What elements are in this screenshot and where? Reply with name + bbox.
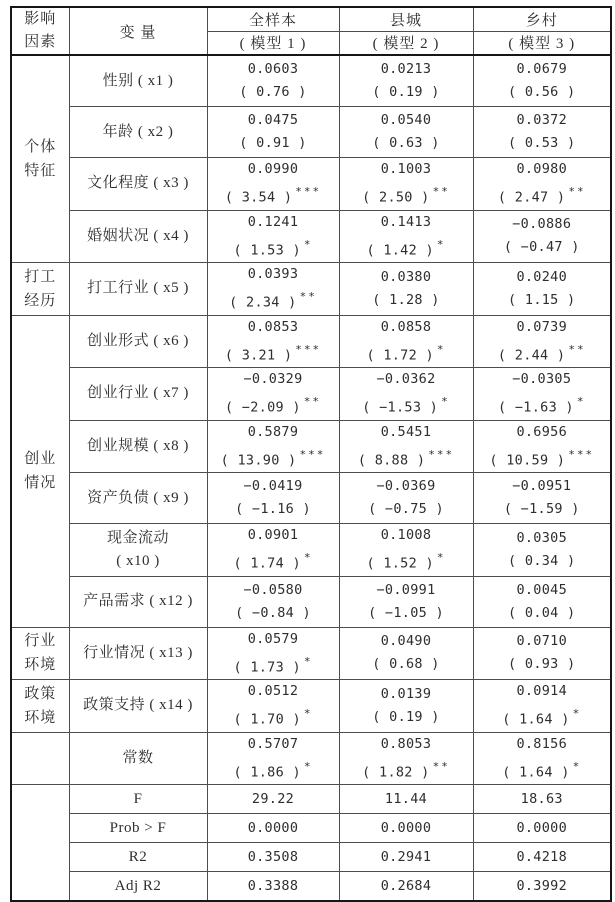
group-cell xyxy=(11,55,69,263)
variable-cell xyxy=(69,420,207,473)
header-factor-line2: 因素 xyxy=(24,34,57,50)
t-value: ( 0.76 ) xyxy=(239,84,307,100)
t-value: ( 1.70 ) * xyxy=(233,707,313,728)
estimate-cell xyxy=(339,158,473,211)
coefficient-value: −0.0580 xyxy=(243,581,303,598)
estimate-cell xyxy=(473,158,611,211)
estimate-cell xyxy=(207,315,339,368)
statistic-value: 11.44 xyxy=(384,790,428,807)
t-value: ( 0.63 ) xyxy=(372,135,440,151)
coefficient-value: −0.0362 xyxy=(376,371,436,387)
estimate-cell xyxy=(473,315,611,368)
significance-stars: ** xyxy=(568,342,586,356)
estimate-cell xyxy=(473,263,611,316)
estimate-cell xyxy=(473,420,611,473)
coefficient-value: 0.1008 xyxy=(380,527,432,543)
t-value: ( 1.72 ) * xyxy=(366,342,446,363)
coefficient-value: 0.0045 xyxy=(516,581,568,598)
coefficient-value: 0.5879 xyxy=(247,423,299,440)
variable-label-line: 政策支持 ( x14 ) xyxy=(83,697,193,714)
coefficient-value: 0.0901 xyxy=(247,527,299,543)
significance-stars: ** xyxy=(568,185,586,198)
estimate-cell xyxy=(207,627,339,680)
estimate-cell xyxy=(207,263,339,316)
t-value: ( 1.15 ) xyxy=(508,291,576,308)
t-value: ( 1.82 ) ** xyxy=(362,759,450,780)
coefficient-value: 0.0914 xyxy=(516,683,568,699)
significance-stars: * xyxy=(572,707,582,720)
significance-stars: * xyxy=(436,237,446,251)
t-value: ( −1.16 ) xyxy=(235,501,311,517)
statistic-value: 29.22 xyxy=(251,790,295,807)
table-row xyxy=(11,473,611,524)
significance-stars: * xyxy=(303,759,313,773)
coefficient-value: 0.0380 xyxy=(380,268,432,285)
group-label-line: 行业 xyxy=(24,633,57,650)
estimate-cell xyxy=(473,210,611,263)
significance-stars: ** xyxy=(303,395,322,408)
coefficient-value: 0.0305 xyxy=(516,529,568,546)
t-value: ( −0.47 ) xyxy=(503,239,580,256)
coefficient-value: −0.0886 xyxy=(512,216,572,233)
coefficient-value: −0.0369 xyxy=(376,478,436,494)
statistic-value: 0.0000 xyxy=(516,819,568,836)
coefficient-value: 0.5707 xyxy=(247,735,299,752)
t-value: ( 1.86 ) * xyxy=(233,759,313,780)
group-cell xyxy=(11,263,69,316)
coefficient-value: −0.0419 xyxy=(243,478,303,494)
table-row xyxy=(11,210,611,263)
estimate-cell xyxy=(339,107,473,158)
coefficient-value: 0.8156 xyxy=(516,735,568,752)
variable-label-line: 创业形式 ( x6 ) xyxy=(87,332,189,349)
estimate-cell xyxy=(339,576,473,627)
significance-stars: * xyxy=(436,342,446,356)
group-label-line: 政策 xyxy=(24,685,57,702)
t-value: ( 3.54 ) *** xyxy=(224,185,322,206)
t-value: ( 0.93 ) xyxy=(508,656,576,673)
group-label-line: 打工 xyxy=(24,268,57,285)
variable-label-line: Prob > F xyxy=(109,819,167,836)
statistic-value: 0.2941 xyxy=(380,848,432,865)
variable-cell xyxy=(69,627,207,680)
table-row xyxy=(11,680,611,733)
group-cell xyxy=(11,680,69,733)
coefficient-value: 0.0710 xyxy=(516,633,568,650)
coefficient-value: −0.0329 xyxy=(243,371,303,387)
t-value: ( 2.50 ) ** xyxy=(362,185,450,206)
variable-label-line: 年龄 ( x2 ) xyxy=(102,123,174,140)
variable-label-line: Adj R2 xyxy=(114,877,162,894)
variable-cell xyxy=(69,872,207,902)
t-value: ( 0.68 ) xyxy=(372,656,440,673)
t-value: ( 2.47 ) ** xyxy=(497,185,586,206)
group-label-line: 环境 xyxy=(24,657,57,674)
coefficient-value: 0.1413 xyxy=(380,213,432,230)
variable-cell xyxy=(69,158,207,211)
variable-cell xyxy=(69,576,207,627)
group-label-line: 创业 xyxy=(24,451,57,467)
t-value: ( 1.28 ) xyxy=(372,291,440,308)
group-label-line: 环境 xyxy=(24,709,57,726)
table-row xyxy=(11,368,611,421)
variable-label-line: 行业情况 ( x13 ) xyxy=(83,644,193,661)
statistic-cell xyxy=(473,814,611,843)
significance-stars: *** xyxy=(295,185,322,198)
coefficient-value: 0.0512 xyxy=(247,683,299,699)
statistic-cell xyxy=(473,872,611,902)
table-row xyxy=(11,158,611,211)
variable-label-line: 常数 xyxy=(122,749,154,766)
coefficient-value: 0.0213 xyxy=(380,61,432,77)
coefficient-value: 0.0853 xyxy=(247,318,299,335)
estimate-cell xyxy=(207,680,339,733)
coefficient-value: 0.1003 xyxy=(380,161,432,177)
statistic-value: 18.63 xyxy=(520,790,563,807)
header-sample-county: 县城 xyxy=(339,7,473,31)
t-value: ( 2.34 ) ** xyxy=(229,290,317,311)
variable-cell xyxy=(69,315,207,368)
t-value: ( 10.59 ) *** xyxy=(489,447,595,468)
t-value: ( 1.64 ) * xyxy=(502,707,582,728)
statistic-cell xyxy=(207,785,339,814)
statistic-value: 0.3508 xyxy=(247,848,299,865)
variable-label-line: 创业行业 ( x7 ) xyxy=(87,385,189,402)
coefficient-value: 0.0679 xyxy=(516,61,568,77)
variable-label-line: 创业规模 ( x8 ) xyxy=(87,437,189,454)
estimate-cell xyxy=(207,55,339,107)
statistic-value: 0.0000 xyxy=(247,819,299,836)
statistic-cell xyxy=(207,843,339,872)
estimate-cell xyxy=(207,210,339,263)
t-value: ( 1.52 ) * xyxy=(366,551,446,572)
coefficient-value: 0.0240 xyxy=(516,268,568,285)
significance-stars: * xyxy=(436,551,446,564)
coefficient-value: −0.0991 xyxy=(376,581,436,598)
statistic-cell xyxy=(339,785,473,814)
coefficient-value: 0.0475 xyxy=(247,112,299,128)
variable-cell xyxy=(69,263,207,316)
estimate-cell xyxy=(339,473,473,524)
variable-cell xyxy=(69,843,207,872)
estimate-cell xyxy=(473,524,611,577)
estimate-cell xyxy=(339,263,473,316)
t-value: ( 0.53 ) xyxy=(508,135,576,151)
variable-label-line: R2 xyxy=(128,848,148,865)
significance-stars: ** xyxy=(432,185,450,198)
t-value: ( 0.19 ) xyxy=(372,708,440,725)
header-variable: 变 量 xyxy=(69,7,207,55)
significance-stars: ** xyxy=(299,290,317,303)
variable-cell xyxy=(69,524,207,577)
coefficient-value: 0.0372 xyxy=(516,112,568,128)
coefficient-value: 0.0139 xyxy=(380,685,432,702)
statistic-cell xyxy=(207,872,339,902)
estimate-cell xyxy=(473,680,611,733)
t-value: ( 0.19 ) xyxy=(372,84,440,100)
t-value: ( 1.74 ) * xyxy=(233,551,313,572)
estimate-cell xyxy=(207,576,339,627)
group-label-line: 特征 xyxy=(24,163,57,179)
group-cell xyxy=(11,315,69,627)
estimate-cell xyxy=(339,315,473,368)
header-row-1 xyxy=(11,7,611,31)
coefficient-value: 0.0603 xyxy=(247,61,299,77)
estimate-cell xyxy=(207,524,339,577)
coefficient-value: −0.0951 xyxy=(512,478,572,494)
estimate-cell xyxy=(207,732,339,785)
estimate-cell xyxy=(339,680,473,733)
significance-stars: *** xyxy=(299,447,326,461)
estimate-cell xyxy=(473,368,611,421)
variable-cell xyxy=(69,107,207,158)
estimate-cell xyxy=(207,107,339,158)
variable-cell xyxy=(69,680,207,733)
variable-label-line: 资产负债 ( x9 ) xyxy=(87,489,189,506)
statistic-value: 0.0000 xyxy=(380,819,432,836)
table-row xyxy=(11,263,611,316)
t-value: ( −2.09 ) ** xyxy=(224,395,322,416)
table-row xyxy=(11,420,611,473)
t-value: ( 3.21 ) *** xyxy=(224,342,322,363)
table-row xyxy=(11,315,611,368)
table-row xyxy=(11,524,611,577)
table-row xyxy=(11,107,611,158)
significance-stars: * xyxy=(572,759,582,773)
variable-label-line: 产品需求 ( x12 ) xyxy=(83,593,193,609)
table-row xyxy=(11,576,611,627)
header-model-1: ( 模型 1 ) xyxy=(207,31,339,55)
estimate-cell xyxy=(339,524,473,577)
estimate-cell xyxy=(339,210,473,263)
estimate-cell xyxy=(339,732,473,785)
group-cell xyxy=(11,627,69,680)
coefficient-value: 0.5451 xyxy=(380,423,432,440)
statistic-cell xyxy=(207,814,339,843)
significance-stars: * xyxy=(303,551,313,564)
estimate-cell xyxy=(339,627,473,680)
significance-stars: *** xyxy=(295,342,322,356)
variable-label-line: ( x10 ) xyxy=(116,552,160,569)
estimate-cell xyxy=(473,627,611,680)
table-row xyxy=(11,627,611,680)
table-body xyxy=(11,55,611,901)
statistic-cell xyxy=(339,872,473,902)
variable-cell xyxy=(69,210,207,263)
table-row xyxy=(11,843,611,872)
estimate-cell xyxy=(207,158,339,211)
coefficient-value: 0.0980 xyxy=(516,161,568,177)
t-value: ( 0.91 ) xyxy=(239,135,307,151)
t-value: ( −1.53 ) * xyxy=(362,395,450,416)
statistic-cell xyxy=(339,843,473,872)
header-sample-full: 全样本 xyxy=(207,7,339,31)
statistic-cell xyxy=(339,814,473,843)
t-value: ( 2.44 ) ** xyxy=(497,342,586,363)
statistic-value: 0.3388 xyxy=(247,877,299,894)
t-value: ( −0.84 ) xyxy=(235,604,311,621)
table-row xyxy=(11,814,611,843)
t-value: ( −1.63 ) * xyxy=(498,395,586,416)
coefficient-value: 0.1241 xyxy=(247,213,299,230)
estimate-cell xyxy=(473,576,611,627)
estimate-cell xyxy=(473,107,611,158)
coefficient-value: 0.0990 xyxy=(247,161,299,177)
t-value: ( 13.90 ) *** xyxy=(220,447,326,468)
estimate-cell xyxy=(473,732,611,785)
estimate-cell xyxy=(473,473,611,524)
header-model-3: ( 模型 3 ) xyxy=(473,31,611,55)
coefficient-value: 0.0490 xyxy=(380,633,432,650)
statistic-cell xyxy=(473,785,611,814)
estimate-cell xyxy=(339,420,473,473)
variable-label-line: 打工行业 ( x5 ) xyxy=(87,280,189,297)
statistic-cell xyxy=(473,843,611,872)
estimate-cell xyxy=(339,368,473,421)
significance-stars: * xyxy=(303,707,313,720)
table-row xyxy=(11,732,611,785)
significance-stars: *** xyxy=(568,447,595,461)
significance-stars: * xyxy=(303,237,313,251)
coefficient-value: 0.0858 xyxy=(380,318,432,335)
group-label-line: 个体 xyxy=(24,139,57,155)
variable-cell xyxy=(69,473,207,524)
significance-stars: * xyxy=(576,395,586,408)
table-row xyxy=(11,785,611,814)
variable-cell xyxy=(69,732,207,785)
statistic-value: 0.3992 xyxy=(516,877,568,894)
variable-label-line: 婚姻状况 ( x4 ) xyxy=(87,227,189,244)
group-cell xyxy=(11,732,69,785)
variable-label-line: 现金流动 xyxy=(106,529,169,546)
coefficient-value: 0.0540 xyxy=(380,112,432,128)
coefficient-value: 0.0579 xyxy=(247,630,299,647)
coefficient-value: −0.0305 xyxy=(512,371,572,387)
table-header xyxy=(11,7,611,55)
estimate-cell xyxy=(339,55,473,107)
t-value: ( 0.34 ) xyxy=(508,552,576,569)
t-value: ( 1.53 ) * xyxy=(233,237,313,258)
t-value: ( 1.42 ) * xyxy=(366,237,446,258)
variable-cell xyxy=(69,814,207,843)
estimate-cell xyxy=(207,473,339,524)
header-factor-line1: 影响 xyxy=(24,11,57,27)
significance-stars: ** xyxy=(432,759,450,773)
coefficient-value: 0.0393 xyxy=(247,266,299,282)
variable-cell xyxy=(69,368,207,421)
t-value: ( −1.59 ) xyxy=(503,501,580,517)
header-factor xyxy=(11,7,69,55)
variable-label-line: 性别 ( x1 ) xyxy=(102,72,174,89)
estimate-cell xyxy=(473,55,611,107)
significance-stars: * xyxy=(303,654,313,668)
t-value: ( 8.88 ) *** xyxy=(357,447,455,468)
coefficient-value: 0.0739 xyxy=(516,318,568,335)
t-value: ( 0.56 ) xyxy=(508,84,576,100)
t-value: ( −1.05 ) xyxy=(368,604,444,621)
header-model-2: ( 模型 2 ) xyxy=(339,31,473,55)
variable-cell xyxy=(69,55,207,107)
significance-stars: * xyxy=(441,395,450,408)
header-sample-rural: 乡村 xyxy=(473,7,611,31)
group-label-line: 情况 xyxy=(24,475,57,491)
coefficient-value: 0.8053 xyxy=(380,735,432,752)
t-value: ( −0.75 ) xyxy=(368,501,444,517)
estimate-cell xyxy=(207,420,339,473)
group-label-line: 经历 xyxy=(24,292,57,309)
group-cell xyxy=(11,785,69,902)
regression-table xyxy=(10,6,612,902)
statistic-value: 0.4218 xyxy=(516,848,568,865)
t-value: ( 1.73 ) * xyxy=(233,654,313,675)
variable-label-line: F xyxy=(133,790,143,807)
table-row xyxy=(11,55,611,107)
coefficient-value: 0.6956 xyxy=(516,423,568,440)
t-value: ( 1.64 ) * xyxy=(502,759,582,780)
table-row xyxy=(11,872,611,902)
t-value: ( 0.04 ) xyxy=(508,604,576,621)
variable-label-line: 文化程度 ( x3 ) xyxy=(87,175,189,192)
estimate-cell xyxy=(207,368,339,421)
variable-cell xyxy=(69,785,207,814)
significance-stars: *** xyxy=(428,447,455,461)
statistic-value: 0.2684 xyxy=(380,877,432,894)
